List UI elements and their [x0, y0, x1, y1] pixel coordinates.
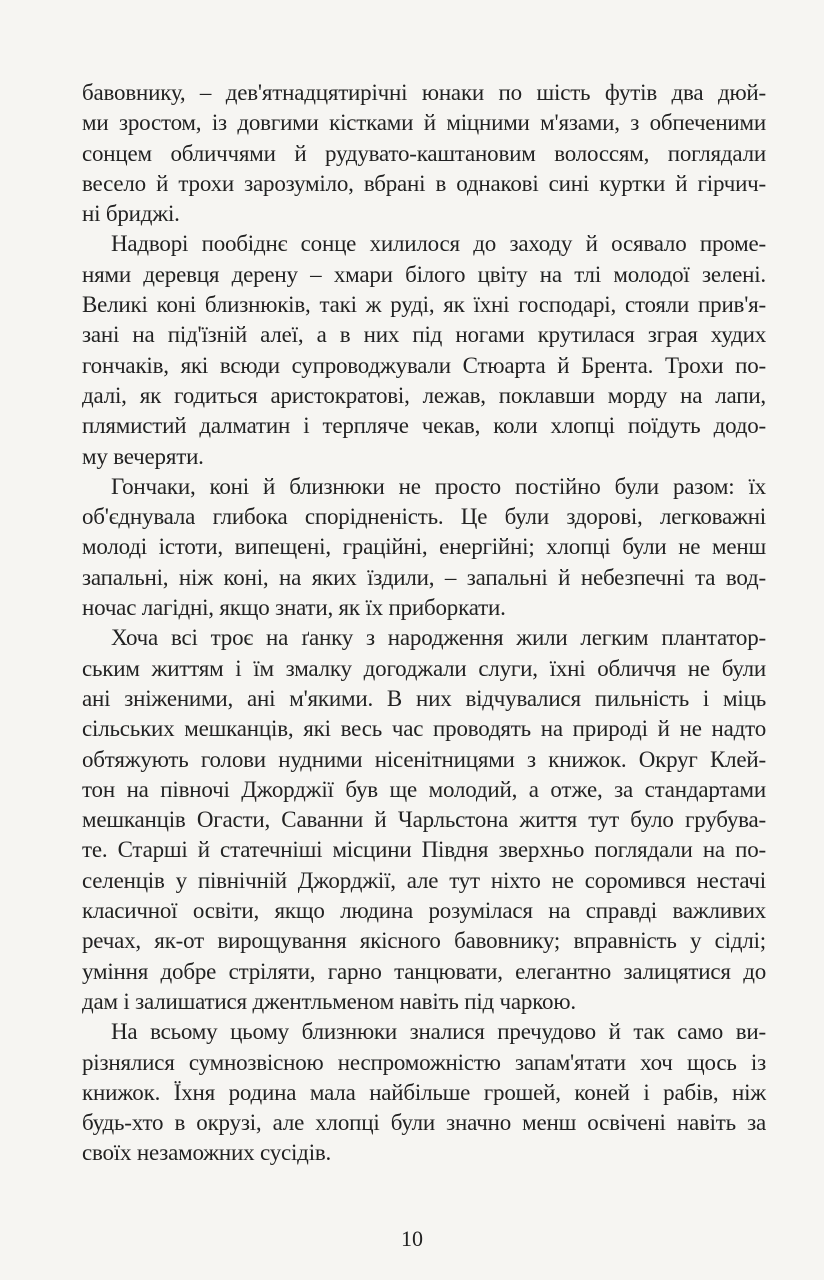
text-line: ані зніженими, ані м'якими. В них відчувалися пильність і міць: [82, 685, 766, 711]
text-line: тон на півночі Джорджії був ще молодий, а отже, за стандартами: [82, 776, 766, 802]
text-line: обтяжують голови нудними нісенітницями з книжок. Округ Клей-: [82, 746, 766, 772]
text-line: те. Старші й статечніші місцини Півдня зверхньо поглядали на по-: [82, 837, 766, 863]
text-line: Гончаки, коні й близнюки не просто постійно були разом: їх: [111, 473, 766, 499]
text-line: бавовнику, – дев'ятнадцятирічні юнаки по шість футів два дюй-: [82, 80, 766, 105]
text-line: своїх незаможних сусідів.: [82, 1140, 332, 1166]
text-line: мешканців Огасти, Саванни й Чарльстона життя тут було грубува-: [82, 807, 766, 833]
text-line: весело й трохи зарозуміло, вбрані в однакові сині куртки й гірчич-: [82, 170, 766, 196]
text-line: молоді істоти, випещені, граційні, енергійні; хлопці були не менш: [82, 534, 766, 560]
text-line: ночас лагідні, якщо знати, як їх приборкати.: [82, 595, 506, 621]
text-line: книжок. Їхня родина мала найбільше грошей, коней і рабів, ніж: [82, 1079, 766, 1105]
text-line: далі, як годиться аристократові, лежав, поклавши морду на лапи,: [82, 382, 766, 408]
paragraph: [82, 229, 766, 471]
text-line: ні бриджі.: [82, 201, 180, 227]
text-line: класичної освіти, якщо людина розумілася на справді важливих: [82, 898, 766, 924]
text-line: селенців у північній Джорджії, але тут ніхто не соромився нестачі: [82, 867, 766, 893]
text-line: об'єднувала глибока спорідненість. Це були здорові, легковажні: [82, 504, 766, 530]
text-line: різнялися сумнозвісною неспроможністю запам'ятати хоч щось із: [82, 1049, 766, 1075]
text-line: нями деревця дерену – хмари білого цвіту на тлі молодої зелені.: [82, 261, 766, 287]
page-body: [82, 78, 766, 1169]
text-line: речах, як-от вирощування якісного бавовнику; вправність у сідлі;: [82, 928, 766, 954]
paragraph: [82, 623, 766, 1017]
text-line: плямистий далматин і терпляче чекав, коли хлопці поїдуть додо-: [82, 413, 766, 439]
text-line: сільських мешканців, які весь час проводять на природі й не надто: [82, 716, 766, 742]
text-line: Хоча всі троє на ґанку з народження жили легким плантатор-: [111, 625, 766, 651]
paragraph: [82, 1017, 766, 1168]
text-line: запальні, ніж коні, на яких їздили, – запальні й небезпечні та вод-: [82, 564, 766, 590]
text-line: Надворі пообіднє сонце хилилося до заходу й осявало проме-: [111, 231, 766, 257]
paragraph: [82, 78, 766, 229]
text-line: ським життям і їм змалку догоджали слуги, їхні обличчя не були: [82, 655, 766, 681]
text-line: зані на під'їзній алеї, а в них під ногами крутилася зграя худих: [82, 322, 766, 348]
page-number: 10: [401, 1226, 423, 1251]
text-line: ми зростом, із довгими кістками й міцними м'язами, з обпеченими: [82, 110, 766, 136]
text-line: сонцем обличчями й рудувато-каштановим волоссям, поглядали: [82, 140, 766, 166]
paragraph: [82, 472, 766, 623]
text-line: будь-хто в окрузі, але хлопці були значно менш освічені навіть за: [82, 1110, 766, 1136]
text-line: дам і залишатися джентльменом навіть під чаркою.: [82, 988, 576, 1014]
text-line: уміння добре стріляти, гарно танцювати, елегантно залицятися до: [82, 958, 766, 984]
text-line: гончаків, які всюди супроводжували Стюарта й Брента. Трохи по-: [82, 352, 766, 378]
text-line: му вечеряти.: [82, 443, 204, 469]
text-line: На всьому цьому близнюки зналися пречудово й так само ви-: [111, 1019, 766, 1045]
text-line: Великі коні близнюків, такі ж руді, як їхні господарі, стояли прив'я-: [82, 292, 766, 318]
